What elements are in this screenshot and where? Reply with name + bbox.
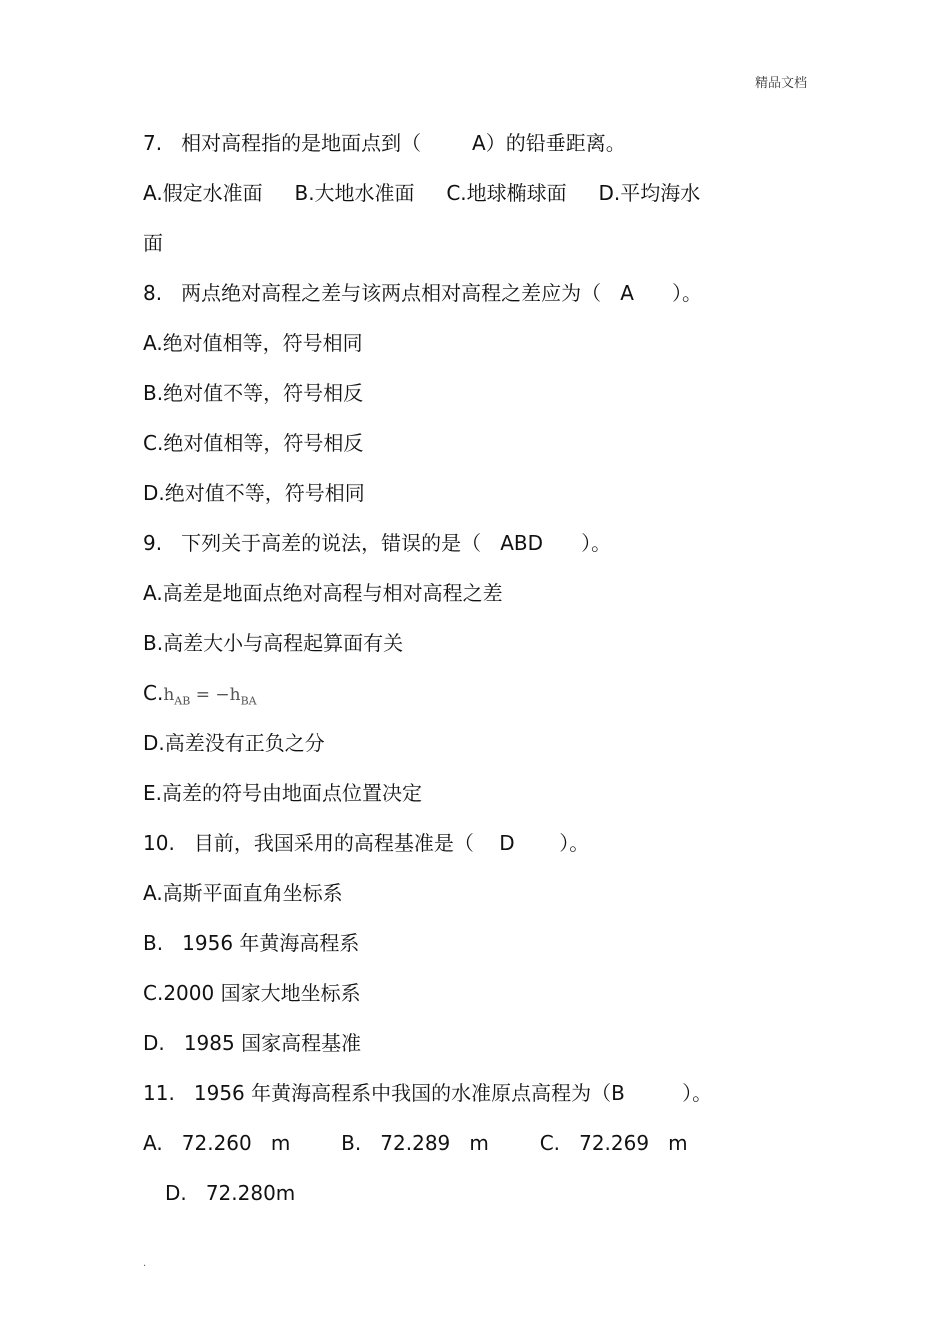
question-9-option-d: D.高差没有正负之分	[143, 731, 325, 755]
question-9-option-c	[143, 668, 823, 718]
formula-sub-ab: AB	[174, 694, 191, 708]
page-header-label: 精品文档	[754, 76, 807, 91]
question-10-option-a: A.高斯平面直角坐标系	[143, 881, 343, 905]
question-10-option-c: C.2000 国家大地坐标系	[143, 981, 361, 1005]
height-difference-formula	[163, 685, 257, 708]
question-8-option-a: A.绝对值相等，符号相同	[143, 331, 363, 355]
question-11-options-abc: A. 72.260 m B. 72.289 m C. 72.269 m	[143, 1131, 688, 1155]
document-body	[143, 118, 823, 1218]
question-8-stem: 8. 两点绝对高程之差与该两点相对高程之差应为（ A ）。	[143, 281, 703, 305]
question-10-option-b: B. 1956 年黄海高程系	[143, 931, 360, 955]
formula-h1: h	[163, 685, 175, 705]
question-9-option-c-prefix: C.	[143, 681, 164, 705]
formula-sub-ba: BA	[240, 694, 257, 708]
formula-equals: = −h	[190, 685, 241, 705]
question-8-option-c: C.绝对值相等，符号相反	[143, 431, 364, 455]
question-7-options: A.假定水准面 B.大地水准面 C.地球椭球面 D.平均海水	[143, 181, 701, 205]
question-10-option-d: D. 1985 国家高程基准	[143, 1031, 362, 1055]
question-9-stem: 9. 下列关于高差的说法，错误的是（ ABD ）。	[143, 531, 612, 555]
footer-mark: .	[143, 1258, 147, 1269]
question-11-stem: 11. 1956 年黄海高程系中我国的水准原点高程为（B ）。	[143, 1081, 713, 1105]
question-8-option-b: B.绝对值不等，符号相反	[143, 381, 364, 405]
question-7-stem: 7. 相对高程指的是地面点到（ A）的铅垂距离。	[143, 131, 626, 155]
question-9-option-b: B.高差大小与高程起算面有关	[143, 631, 404, 655]
question-10-stem: 10. 目前，我国采用的高程基准是（ D ）。	[143, 831, 590, 855]
question-9-option-e: E.高差的符号由地面点位置决定	[143, 781, 422, 805]
question-7-options-wrap: 面	[143, 231, 163, 255]
question-8-option-d: D.绝对值不等，符号相同	[143, 481, 365, 505]
question-9-option-a: A.高差是地面点绝对高程与相对高程之差	[143, 581, 503, 605]
question-11-option-d: D. 72.280m	[165, 1181, 296, 1205]
